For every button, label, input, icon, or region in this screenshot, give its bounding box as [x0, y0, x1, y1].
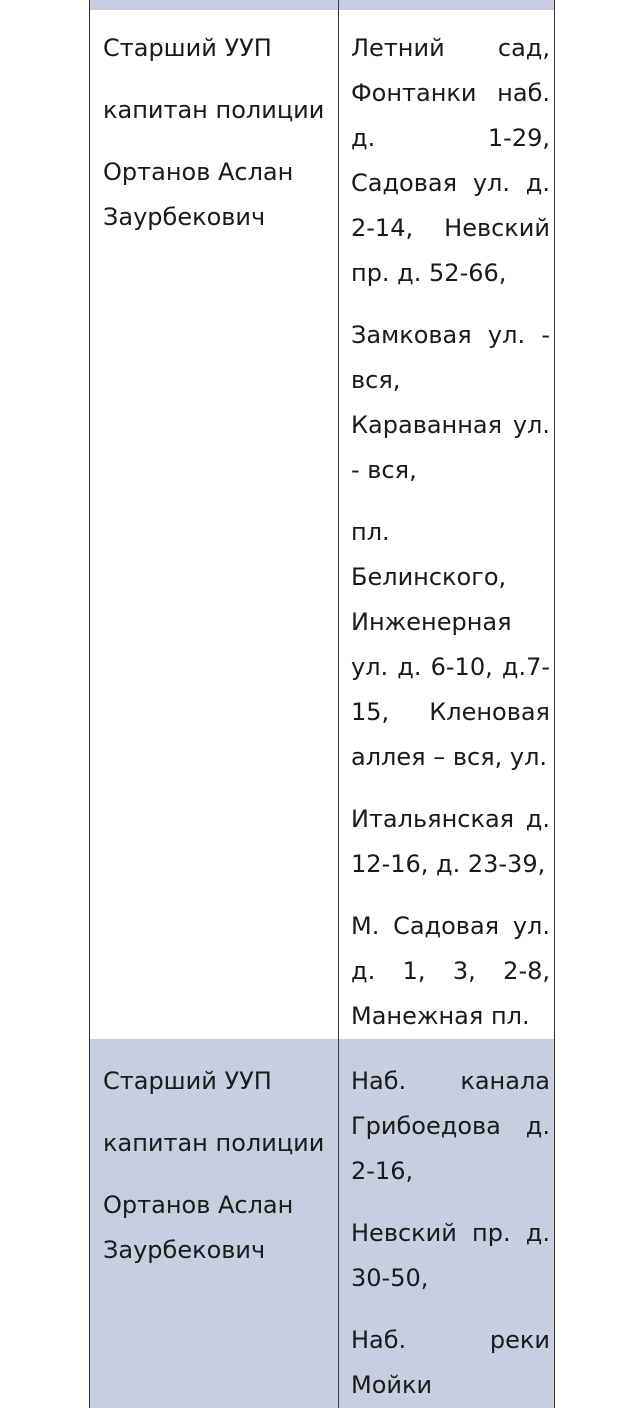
address-paragraph: Наб. канала Грибоедова д. 2-16, [351, 1067, 550, 1185]
officer-position: Старший УУП [103, 1067, 272, 1095]
address-paragraph: Невский пр. д. 30-50, [351, 1219, 550, 1292]
area-cell [339, 1039, 555, 1408]
officer-position: Старший УУП [103, 34, 272, 62]
address-paragraph: Летний сад, Фонтанки наб. д. 1-29, Садовая ул. д. 2-14, Невский пр. д. 52-66, [351, 34, 550, 287]
address-paragraph: Наб. реки Мойки [351, 1326, 550, 1399]
address-paragraph: Замковая ул. - вся, Караванная ул. - вся, [351, 321, 550, 484]
officer-rank: капитан полиции [103, 96, 325, 124]
area-cell [339, 10, 555, 1039]
address-paragraph: Итальянская д. 12-16, д. 23-39, [351, 805, 550, 878]
table-row [90, 1039, 555, 1408]
officer-rank: капитан полиции [103, 1129, 325, 1157]
address-paragraph: М. Садовая ул. д. 1, 3, 2-8, Манежная пл. [351, 912, 550, 1030]
officer-cell [90, 10, 339, 1039]
officers-table [89, 0, 555, 1408]
table-row [90, 10, 555, 1039]
officer-name: Ортанов Аслан Заурбекович [103, 158, 294, 231]
address-paragraph: пл. Белинского, Инженерная ул. д. 6-10, д.7-15, Кленовая аллея – вся, ул. [351, 518, 550, 771]
officer-cell [90, 1039, 339, 1408]
officer-name: Ортанов Аслан Заурбекович [103, 1191, 294, 1264]
table-cell [90, 0, 339, 10]
table-row-previous [90, 0, 555, 10]
table-cell [339, 0, 555, 10]
